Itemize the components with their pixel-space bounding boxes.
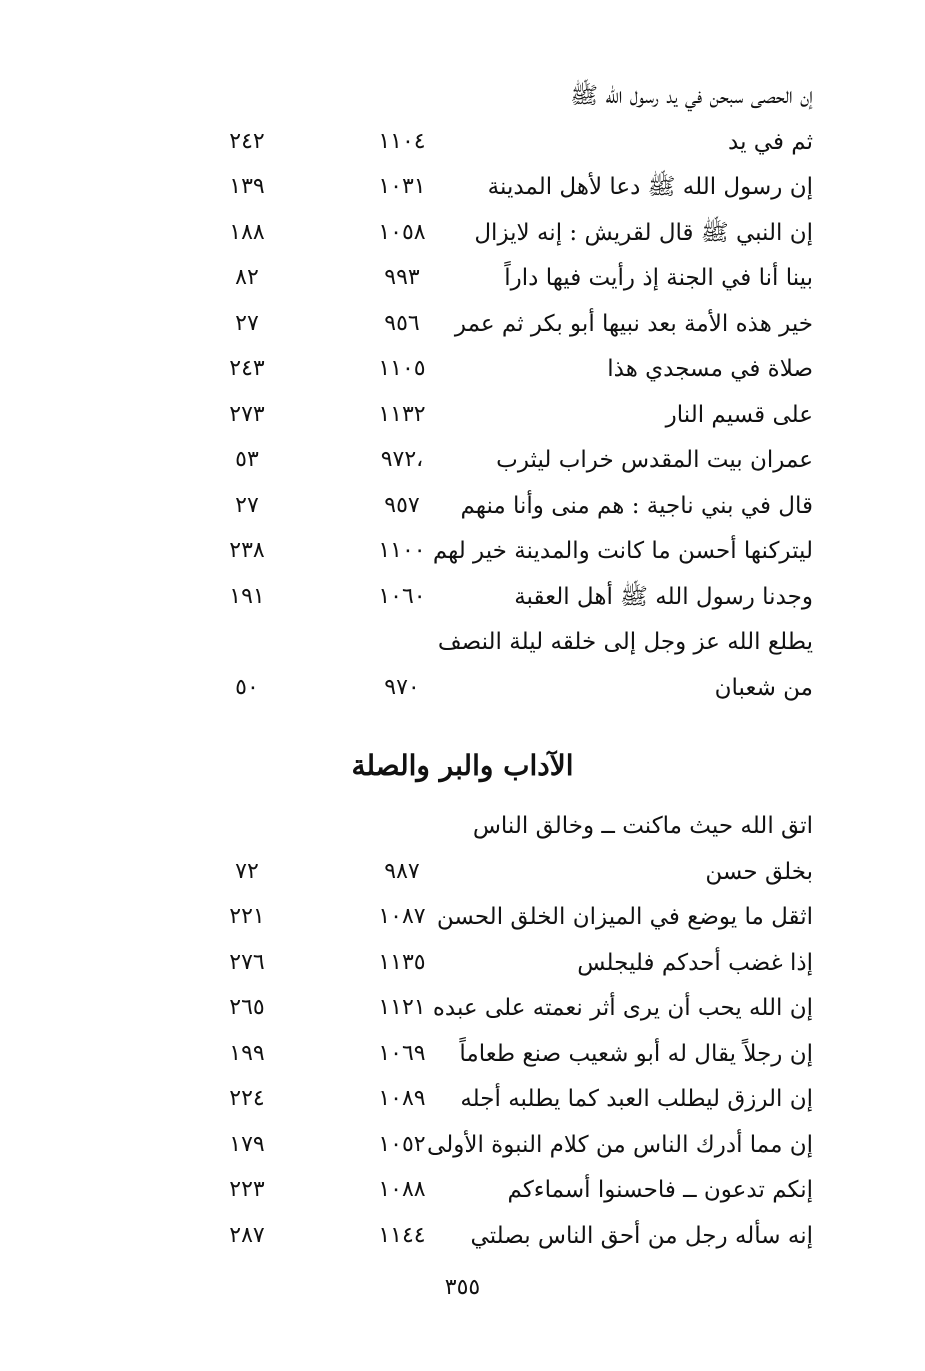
- page-ref: ٢٧٣: [229, 401, 265, 427]
- hadith-number: ١١٢١: [378, 995, 426, 1020]
- index-entry: [0, 1079, 925, 1119]
- index-entry: [0, 76, 925, 116]
- index-entry: [0, 167, 925, 207]
- hadith-number: ١٠٨٧: [378, 904, 426, 929]
- page-ref: ٢٣٨: [229, 538, 265, 563]
- page-ref: ٢٢٣: [229, 1177, 265, 1202]
- entry-text: صلاة في مسجدي هذا: [607, 356, 813, 382]
- hadith-number: ٩٨٧: [384, 858, 420, 884]
- hadith-number: ٩٥٦: [384, 310, 420, 336]
- entry-text: إن رسول الله ﷺ دعا لأهل المدينة: [487, 174, 813, 200]
- index-entry: [0, 213, 925, 253]
- hadith-number: ١١٣٥: [378, 949, 426, 975]
- index-entry: [0, 486, 925, 526]
- hadith-number: ١٠٥٢: [378, 1131, 426, 1157]
- hadith-number: ٩٩٣: [384, 265, 420, 290]
- index-entry: [0, 1125, 925, 1165]
- index-entry: [0, 304, 925, 344]
- entry-text: عمران بيت المقدس خراب ليثرب: [496, 447, 813, 473]
- hadith-number: ١٠٥٨: [378, 219, 426, 245]
- entry-text: إن رجلاً يقال له أبو شعيب صنع طعاماً: [459, 1040, 813, 1067]
- page-ref: ١٣٩: [229, 174, 265, 199]
- hadith-number: ١٠٨٨: [378, 1177, 426, 1202]
- hadith-number: ١١٠٠: [378, 538, 426, 563]
- hadith-number: ١١٠٤: [378, 128, 426, 154]
- page-ref: ٢٧٦: [229, 949, 265, 975]
- page-ref: ١٩٩: [229, 1040, 265, 1066]
- page-ref: ٢٧: [235, 492, 259, 518]
- page-ref: ٢٤٣: [229, 356, 265, 381]
- page-ref: ٧٢: [235, 858, 259, 884]
- entry-text: بخلق حسن: [705, 858, 813, 885]
- page-ref: ٢٨٧: [229, 1222, 265, 1248]
- page-ref: ٢٢١: [229, 904, 265, 929]
- page-ref: ٥٣: [235, 447, 259, 472]
- hadith-number: ١٠٣١: [378, 174, 426, 199]
- entry-text: قال في بني ناجية : هم منى وأنا منهم: [460, 492, 813, 519]
- entry-text: إن الله يحب أن يرى أثر نعمته على عبده: [432, 995, 813, 1021]
- entry-text: اثقل ما يوضع في الميزان الخلق الحسن: [436, 904, 813, 930]
- index-entry: [0, 852, 925, 892]
- hadith-number: ٩٧٢،: [380, 447, 424, 472]
- index-entry: [0, 622, 925, 662]
- entry-text: ليتركنها أحسن ما كانت والمدينة خير لهم: [432, 538, 813, 564]
- page-ref: ١٨٨: [229, 219, 265, 245]
- entry-text: إن النبي ﷺ قال لقريش : إنه لايزال: [474, 219, 813, 246]
- index-entry: [0, 349, 925, 389]
- index-entry: [0, 122, 925, 162]
- entry-text: وجدنا رسول الله ﷺ أهل العقبة: [514, 583, 813, 610]
- page-ref: ٢٧: [235, 310, 259, 336]
- hadith-number: ١٠٦٩: [378, 1040, 426, 1066]
- index-entry: [0, 897, 925, 937]
- page-ref: ١٩١: [229, 583, 265, 609]
- index-entry: [0, 577, 925, 617]
- index-entry: [0, 258, 925, 298]
- entry-text: إنه سأله رجل من أحق الناس بصلتي: [470, 1222, 813, 1249]
- entry-text: إن الحصى سبحن في يد رسول الله ﷺ: [570, 83, 813, 109]
- page-number: ٣٥٥: [444, 1275, 481, 1300]
- entry-text: بينا أنا في الجنة إذ رأيت فيها داراً: [504, 265, 813, 291]
- index-entry: [0, 1216, 925, 1256]
- index-entry: [0, 668, 925, 708]
- entry-text: خير هذه الأمة بعد نبيها أبو بكر ثم عمر: [454, 310, 813, 337]
- entry-text: إن مما أدرك الناس من كلام النبوة الأولى: [427, 1131, 813, 1158]
- index-entry: [0, 1170, 925, 1210]
- page-ref: ١٧٩: [229, 1131, 265, 1157]
- entry-text: من شعبان: [714, 674, 813, 701]
- entry-text: يطلع الله عز وجل إلى خلقه ليلة النصف: [437, 629, 813, 655]
- index-entry: [0, 988, 925, 1028]
- page-ref: ٥٠: [235, 674, 259, 700]
- hadith-number: ٩٧٠: [384, 674, 420, 700]
- hadith-number: ١٠٦٠: [378, 583, 426, 609]
- hadith-number: ١١٣٢: [378, 401, 426, 427]
- page-ref: ٢٢٤: [229, 1086, 265, 1111]
- index-entry: [0, 1034, 925, 1074]
- hadith-number: ١٠٨٩: [378, 1086, 426, 1111]
- entry-text: على قسيم النار: [665, 401, 813, 428]
- hadith-number: ١١٠٥: [378, 356, 426, 381]
- entry-text: اتق الله حيث ماكنت ــ وخالق الناس: [472, 813, 813, 839]
- page-ref: ٢٤٢: [229, 128, 265, 154]
- entry-text: إذا غضب أحدكم فليجلس: [577, 949, 813, 976]
- page-ref: ٢٦٥: [229, 995, 265, 1020]
- section-heading: الآداب والبر والصلة: [351, 749, 574, 782]
- index-entry: [0, 395, 925, 435]
- page-ref: ٨٢: [235, 265, 259, 290]
- index-entry: [0, 806, 925, 846]
- index-entry: [0, 943, 925, 983]
- entry-text: إن الرزق ليطلب العبد كما يطلبه أجله: [460, 1086, 813, 1112]
- entry-text: ثم في يد: [728, 128, 813, 155]
- index-entry: [0, 531, 925, 571]
- hadith-number: ١١٤٤: [378, 1222, 426, 1248]
- entry-text: إنكم تدعون ــ فاحسنوا أسماءكم: [507, 1177, 813, 1203]
- index-entry: [0, 440, 925, 480]
- hadith-number: ٩٥٧: [384, 492, 420, 518]
